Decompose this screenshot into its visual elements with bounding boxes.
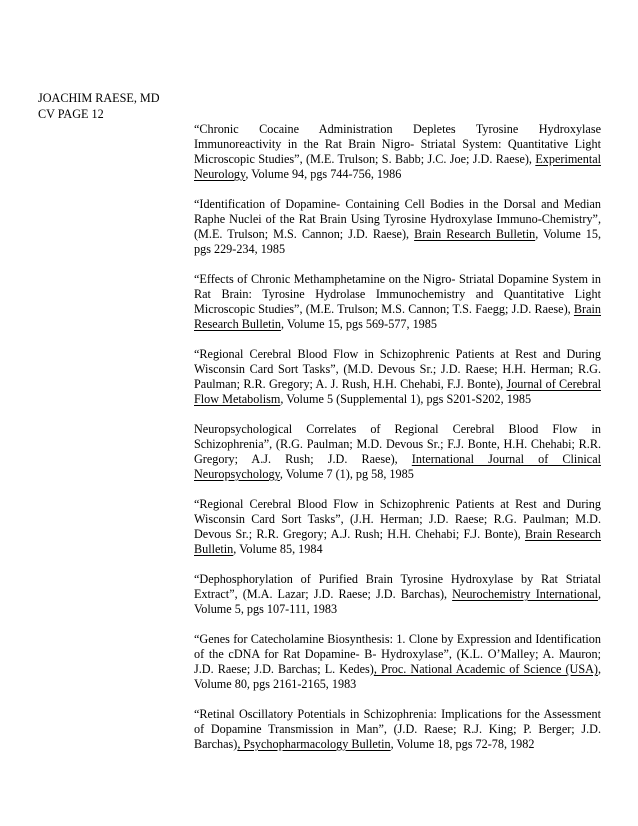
publication-entry [194,272,601,332]
entry-citation: Neuropsychological Correlates of Regional Cerebral Blood Flow in Schizophrenia”, (R.G. Paulman; M.D. Devous Sr.; F.J. Bonte, H.H. Chehabi; R.R. Gregory; A.J. Rush; J.D. Raese), [194,422,601,466]
entry-details: , Volume 85, 1984 [233,542,323,556]
journal-name: , Proc. National Academic of Science (USA) [373,662,598,676]
publication-list [194,122,601,767]
entry-details: , Volume 5, pgs 107-111, 1983 [194,587,601,616]
page-header [38,91,160,122]
entry-citation: “Retinal Oscillatory Potentials in Schizophrenia: Implications for the Assessment of Dopamine Transmission in Man”, (J.D. Raese; R.J. King; P. Berger; J.D. Barchas) [194,707,601,751]
publication-entry [194,632,601,692]
entry-details: , Volume 94, pgs 744-756, 1986 [245,167,402,181]
entry-citation: “Genes for Catecholamine Biosynthesis: 1. Clone by Expression and Identification of the cDNA for Rat Dopamine- B- Hydroxylase”, (K.L. O’Malley; A. Mauron; J.D. Raese; J.D. Barchas; L. Kedes) [194,632,601,676]
entry-citation: “Effects of Chronic Methamphetamine on the Nigro- Striatal Dopamine System in Rat Brain: Tyrosine Hydrolase Immunochemistry and Quantitative Light Microscopic Studies”, (M.E. Trulson; M.S. Cannon; T.S. Faegg; J.D. Raese), [194,272,601,316]
publication-entry [194,707,601,752]
entry-citation: “Regional Cerebral Blood Flow in Schizophrenic Patients at Rest and During Wisconsin Card Sort Tasks”, (M.D. Devous Sr.; J.D. Raese; H.H. Herman; R.G. Paulman; R.R. Gregory; A. J. Rush, H.H. Chehabi, F.J. Bonte), [194,347,601,391]
entry-details: , Volume 7 (1), pg 58, 1985 [279,467,414,481]
entry-details: , Volume 5 (Supplemental 1), pgs S201-S202, 1985 [280,392,532,406]
page-label: CV PAGE 12 [38,106,104,121]
journal-name: Journal of Cerebral Flow Metabolism [194,377,601,406]
entry-details: , Volume 15, pgs 569-577, 1985 [280,317,437,331]
entry-citation: “Identification of Dopamine- Containing Cell Bodies in the Dorsal and Median Raphe Nuclei of the Rat Brain Using Tyrosine Hydroxylase Immuno-Chemistry”, (M.E. Trulson; M.S. Cannon; J.D. Raese), [194,197,601,241]
entry-details: , Volume 15, pgs 229-234, 1985 [194,227,601,256]
publication-entry [194,197,601,257]
entry-details: , Volume 80, pgs 2161-2165, 1983 [194,662,601,691]
publication-entry [194,122,601,182]
entry-citation: “Chronic Cocaine Administration Depletes Tyrosine Hydroxylase Immunoreactivity in the Rat Brain Nigro- Striatal System: Quantitative Light Microscopic Studies”, (M.E. Trulson; S. Babb; J.C. Joe; J.D. Raese), [194,122,601,166]
journal-name: , Psychopharmacology Bulletin [237,737,391,751]
entry-citation: “Regional Cerebral Blood Flow in Schizophrenic Patients at Rest and During Wisconsin Card Sort Tasks”, (J.H. Herman; J.D. Raese; R.G. Paulman; M.D. Devous Sr.; R.R. Gregory; A.J. Rush; H.H. Chehabi; F.J. Bonte), [194,497,601,541]
entry-citation: “Dephosphorylation of Purified Brain Tyrosine Hydroxylase by Rat Striatal Extract”, (M.A. Lazar; J.D. Raese; J.D. Barchas), [194,572,601,601]
author-name: JOACHIM RAESE, MD [38,91,160,105]
journal-name: Brain Research Bulletin [194,302,601,331]
journal-name: Neurochemistry International [452,587,598,601]
entry-details: , Volume 18, pgs 72-78, 1982 [390,737,535,751]
publication-entry [194,572,601,617]
journal-name: International Journal of Clinical Neuropsychology [194,452,601,481]
journal-name: Brain Research Bulletin [414,227,536,241]
publication-entry [194,422,601,482]
journal-name: Experimental Neurology [194,152,601,181]
publication-entry [194,347,601,407]
journal-name: Brain Research Bulletin [194,527,601,556]
publication-entry [194,497,601,557]
